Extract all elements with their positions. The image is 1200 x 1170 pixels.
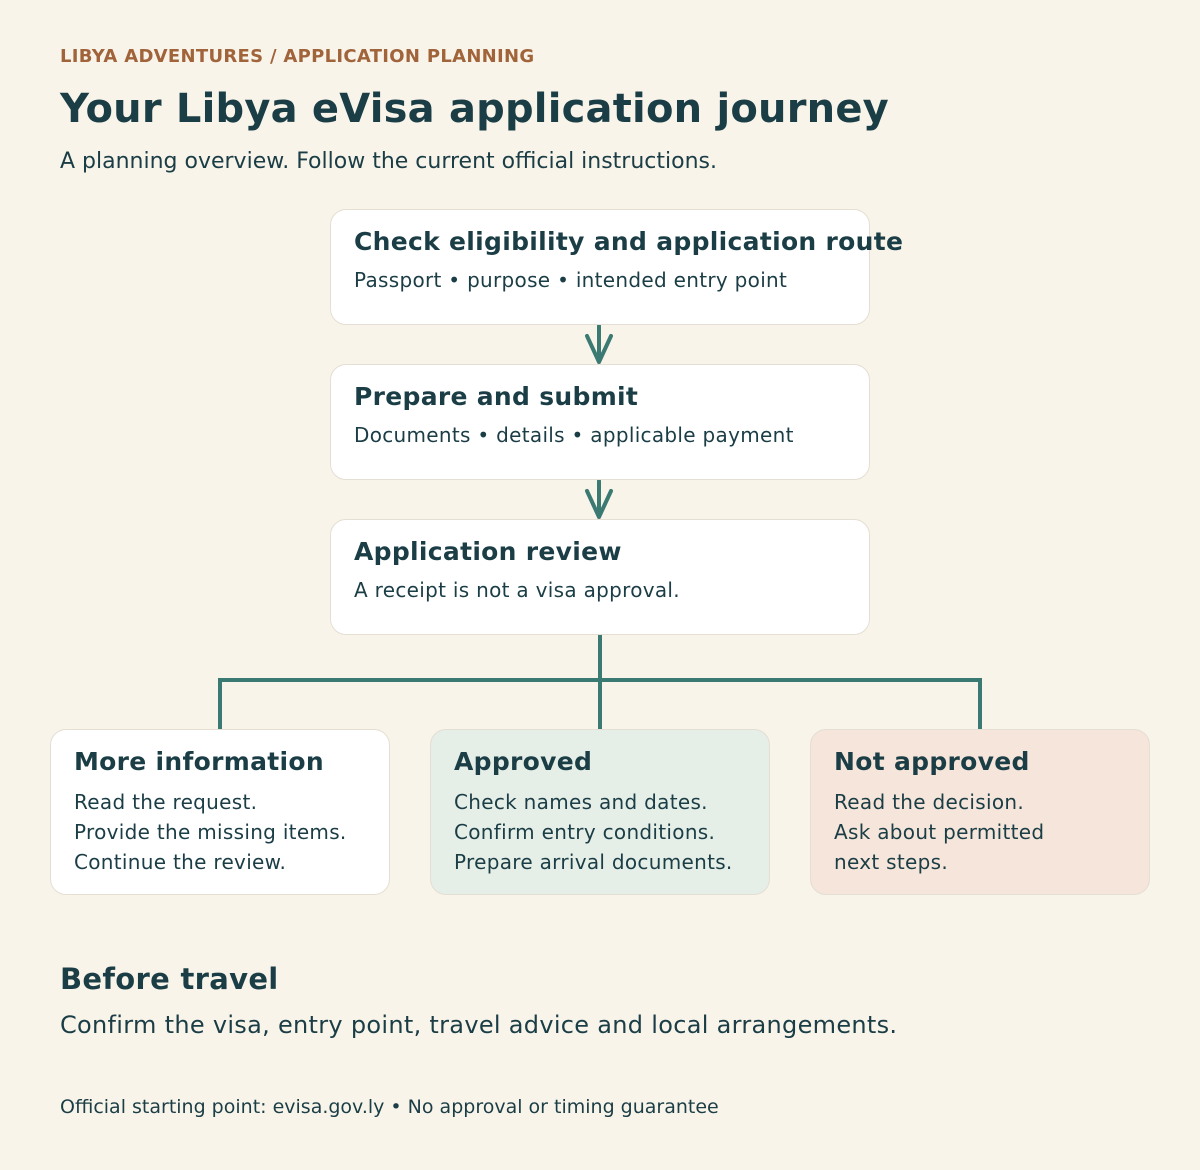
step-title: Prepare and submit xyxy=(354,382,639,411)
footer-note: Official starting point: evisa.gov.ly • No approval or timing guarantee xyxy=(60,1096,719,1118)
arrow-step2-to-step3 xyxy=(587,481,611,517)
step-prepare-submit xyxy=(330,364,870,480)
page-title: Your Libya eVisa application journey xyxy=(60,86,889,132)
arrow-step1-to-step2 xyxy=(587,326,611,362)
outcome-line: Provide the missing items. xyxy=(74,820,347,844)
step-detail: Documents • details • applicable payment xyxy=(354,423,794,447)
outcome-title: Not approved xyxy=(834,747,1030,776)
step-title: Check eligibility and application route xyxy=(354,227,904,256)
outcome-approved xyxy=(430,729,770,895)
outcome-more-information xyxy=(50,729,390,895)
outcome-line: Prepare arrival documents. xyxy=(454,850,733,874)
step-detail: Passport • purpose • intended entry point xyxy=(354,268,788,292)
outcome-line: Check names and dates. xyxy=(454,790,708,814)
outcome-line: Read the request. xyxy=(74,790,258,814)
outcome-line: Continue the review. xyxy=(74,850,287,874)
outcome-title: More information xyxy=(74,747,325,776)
step-check-eligibility xyxy=(330,209,904,325)
breadcrumb: LIBYA ADVENTURES / APPLICATION PLANNING xyxy=(60,46,535,67)
page-subtitle: A planning overview. Follow the current official instructions. xyxy=(60,149,717,174)
branch-connector xyxy=(220,635,980,729)
step-application-review xyxy=(330,519,870,635)
outcome-line: Confirm entry conditions. xyxy=(454,820,716,844)
outcome-line: Read the decision. xyxy=(834,790,1024,814)
step-title: Application review xyxy=(354,537,622,566)
before-travel-heading: Before travel xyxy=(60,962,279,996)
outcome-not-approved xyxy=(810,729,1150,895)
outcome-title: Approved xyxy=(454,747,593,776)
step-detail: A receipt is not a visa approval. xyxy=(354,578,680,602)
outcome-line: next steps. xyxy=(834,850,949,874)
outcome-line: Ask about permitted xyxy=(834,820,1045,844)
before-travel-text: Confirm the visa, entry point, travel advice and local arrangements. xyxy=(60,1011,898,1039)
